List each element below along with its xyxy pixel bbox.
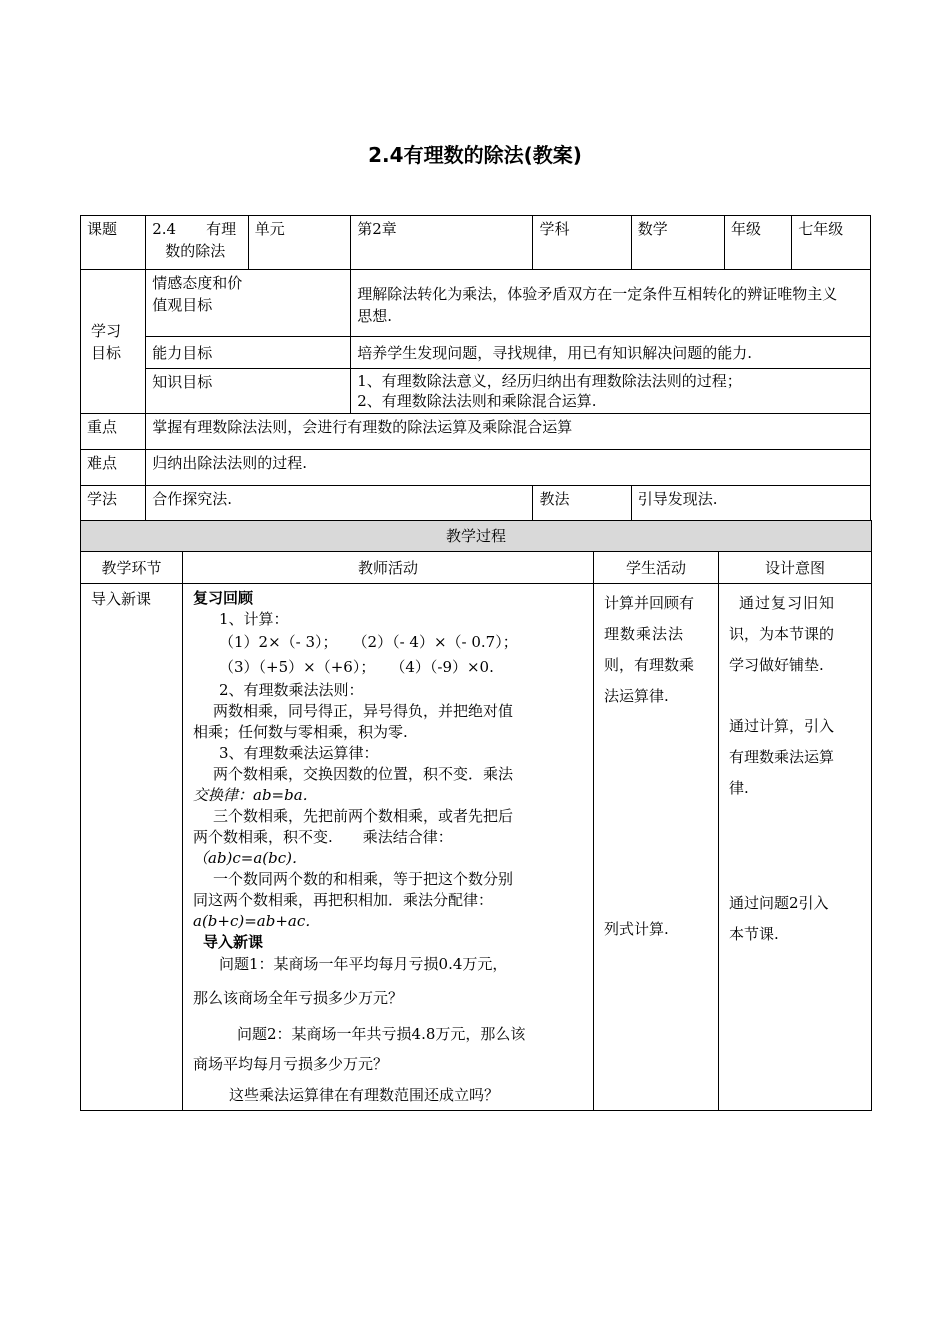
key-point-value: 掌握有理数除法法则，会进行有理数的除法运算及乘除混合运算: [146, 414, 871, 450]
text-line: 通过问题2引入: [729, 894, 829, 912]
intro-title: 导入新课: [203, 933, 264, 951]
text-line: 律.: [729, 779, 749, 797]
goal-label-line: 能力目标: [152, 343, 213, 362]
text-line: 这些乘法运算律在有理数范围还成立吗？: [229, 1086, 500, 1104]
process-table: [80, 520, 872, 1111]
goal-label-ability: [146, 337, 351, 369]
text-line: 一个数同两个数的和相乘，等于把这个数分别: [213, 870, 514, 888]
unit-value: 第2章: [351, 216, 533, 270]
column-header: 设计意图: [719, 552, 872, 584]
text-line: 两个数相乘，积不变. 乘法结合律：: [193, 828, 453, 846]
text-line: 交换律：ab=ba．: [193, 786, 318, 804]
learn-method-label: 学法: [81, 486, 146, 522]
goal-value-ability: [351, 337, 871, 369]
goal-line: 1、有理数除法意义，经历归纳出有理数除法法则的过程；: [357, 372, 742, 390]
subject-value: 数学: [631, 216, 724, 270]
text-line: 商场平均每月亏损多少万元？: [193, 1055, 389, 1073]
column-header: 学生活动: [594, 552, 719, 584]
text-line: 1、计算：: [219, 610, 289, 628]
grade-value: 七年级: [792, 216, 871, 270]
design-intent: [719, 584, 872, 1111]
goal-label-line: 值观目标: [152, 296, 213, 314]
text-line: （ab)c=a(bc)．: [193, 849, 308, 867]
goals-label-line-2: 目标: [91, 343, 122, 362]
text-line: 理数乘法法: [604, 625, 685, 643]
topic-line-2: 数的除法: [165, 242, 226, 260]
text-line: 2、有理数乘法法则：: [219, 681, 364, 699]
grade-label: 年级: [724, 216, 791, 270]
lesson-info-table: [80, 215, 871, 522]
goal-line: 培养学生发现问题，寻找规律，用已有知识解决问题的能力.: [357, 343, 752, 362]
difficulty-value: 归纳出除法法则的过程.: [146, 450, 871, 486]
teacher-activity: [183, 584, 594, 1111]
learn-method-value: 合作探究法.: [146, 486, 533, 522]
goal-line: 2、有理数除法法则和乘除混合运算.: [357, 392, 597, 410]
teach-method-label: 教法: [533, 486, 631, 522]
text-line: （3）（+5）×（+6）； （4）（-9）×0.: [219, 658, 494, 676]
student-activity: [594, 584, 719, 1111]
topic-line-1: 2.4 有理: [152, 220, 237, 238]
column-header: 教师活动: [183, 552, 594, 584]
goal-line: 理解除法转化为乘法，体验矛盾双方在一定条件互相转化的辨证唯物主义: [357, 285, 838, 303]
goal-label-attitude: [146, 270, 351, 337]
goal-label-line: 知识目标: [152, 373, 213, 391]
goal-value-attitude: [351, 270, 871, 337]
text-line: 通过计算，引入: [729, 717, 835, 735]
text-line: 学习做好铺垫.: [729, 656, 824, 674]
teach-method-value: 引导发现法.: [631, 486, 870, 522]
text-line: 计算并回顾有: [604, 594, 695, 612]
stage-cell: 导入新课: [81, 584, 183, 1111]
text-line: 通过复习旧知: [739, 594, 836, 612]
text-line: 3、有理数乘法运算律：: [219, 744, 379, 762]
key-point-label: 重点: [81, 414, 146, 450]
text-line: 问题2：某商场一年共亏损4.8万元，那么该: [237, 1025, 526, 1043]
review-title: 复习回顾: [193, 589, 254, 607]
text-line: 两数相乘，同号得正，异号得负，并把绝对值: [213, 702, 514, 720]
text-line: 本节课.: [729, 925, 779, 943]
topic-value: [146, 216, 249, 270]
goal-label-knowledge: [146, 369, 351, 414]
text-line: 同这两个数相乘，再把积相加．乘法分配律：: [193, 891, 494, 909]
unit-label: 单元: [248, 216, 351, 270]
goals-label: [81, 270, 146, 414]
text-line: （1）2×（- 3）； （2）（- 4）×（- 0.7）；: [219, 633, 518, 651]
text-line: 法运算律.: [604, 687, 669, 705]
page-title: 2.4有理数的除法(教案): [368, 143, 582, 167]
difficulty-label: 难点: [81, 450, 146, 486]
column-header: 教学环节: [81, 552, 183, 584]
text-line: 三个数相乘，先把前两个数相乘，或者先把后: [213, 807, 514, 825]
text-line: 列式计算.: [604, 920, 669, 938]
text-line: 识，为本节课的: [729, 625, 835, 643]
text-line: 问题1：某商场一年平均每月亏损0.4万元，: [219, 955, 508, 973]
goal-label-line: 情感态度和价: [152, 274, 243, 292]
process-header: 教学过程: [81, 521, 872, 552]
goal-value-knowledge: [351, 369, 871, 414]
text-line: 相乘；任何数与零相乘，积为零.: [193, 723, 408, 741]
text-line: 有理数乘法运算: [729, 748, 835, 766]
subject-label: 学科: [533, 216, 631, 270]
text-line: 则，有理数乘: [604, 656, 695, 674]
text-line: a(b+c)=ab+ac．: [193, 912, 321, 930]
topic-label: 课题: [81, 216, 146, 270]
goals-label-line-1: 学习: [91, 321, 122, 340]
goal-line: 思想.: [357, 307, 392, 325]
text-line: 那么该商场全年亏损多少万元？: [193, 989, 404, 1007]
text-line: 两个数相乘，交换因数的位置，积不变．乘法: [213, 765, 514, 783]
